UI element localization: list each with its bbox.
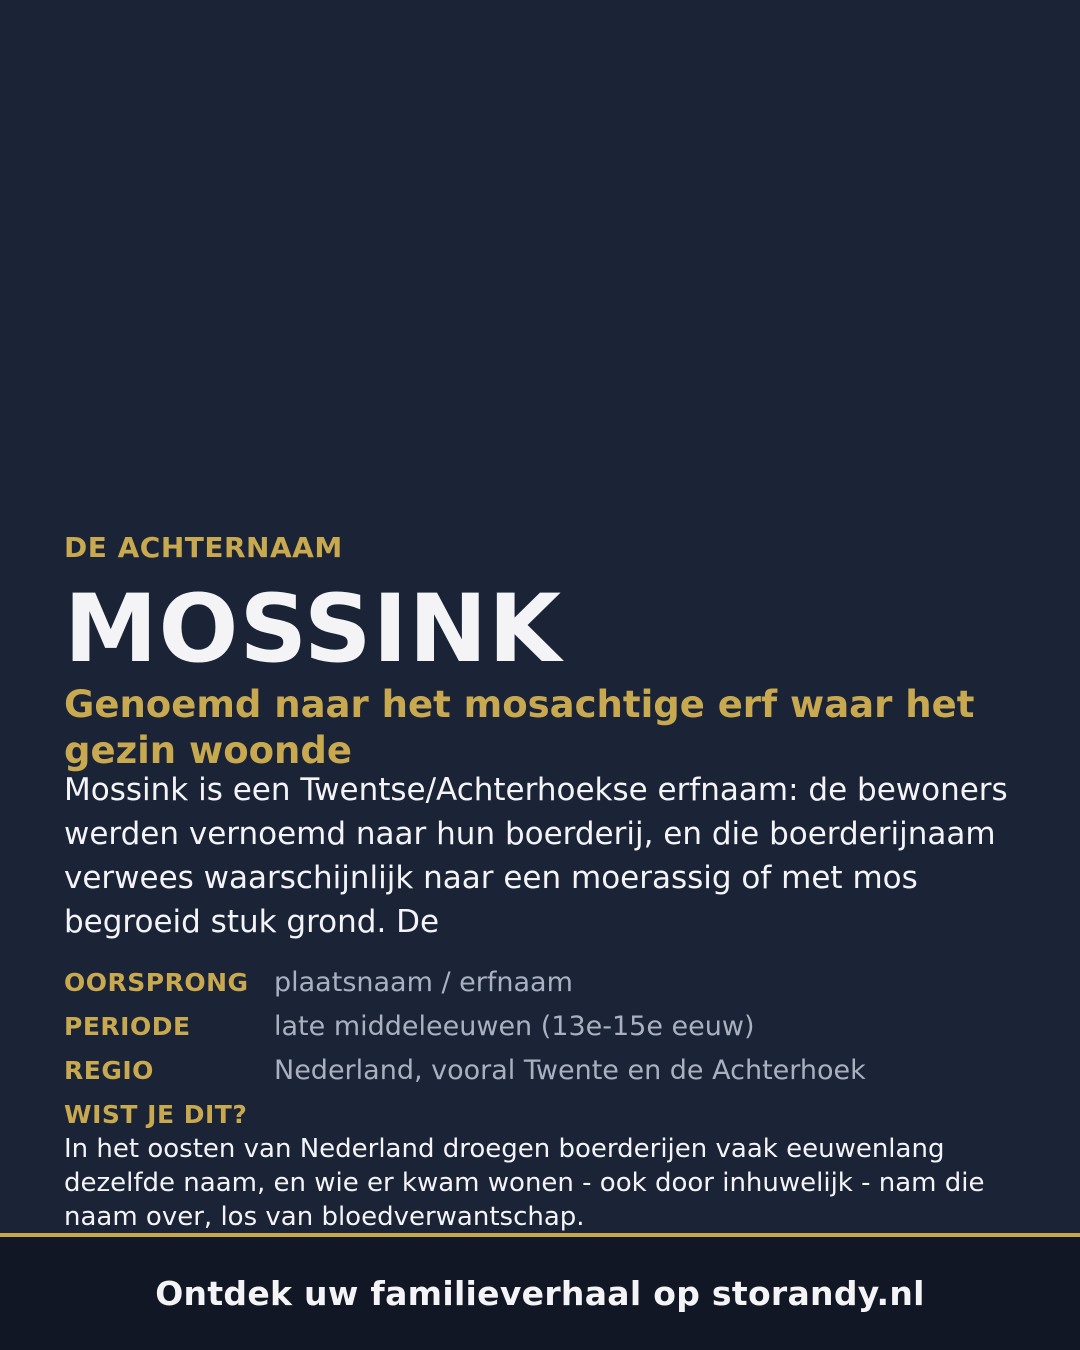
did-you-know-label: WIST JE DIT?: [64, 1100, 248, 1129]
surname-subtitle: Genoemd naar het mosachtige erf waar het gezin woonde: [64, 683, 975, 772]
surname-description: Mossink is een Twentse/Achterhoekse erfnaam: de bewoners werden vernoemd naar hun boerderij, en die boerderijnaam verwees waarschijnlijk naar een moerassig of met mos begroeid stuk grond. De: [64, 772, 1008, 940]
fact-value: Nederland, vooral Twente en de Achterhoek: [274, 1054, 866, 1086]
footer-cta-link[interactable]: Ontdek uw familieverhaal op storandy.nl: [155, 1274, 925, 1313]
fact-value: plaatsnaam / erfnaam: [274, 966, 573, 998]
facts-list: [64, 960, 1024, 1092]
fact-label: OORSPRONG: [64, 967, 249, 997]
footer-bar: [0, 1237, 1080, 1350]
surname-title: MOSSINK: [64, 575, 563, 684]
fact-row-origin: [64, 960, 1024, 1004]
fact-value: late middeleeuwen (13e-15e eeuw): [274, 1010, 755, 1042]
did-you-know-text: In het oosten van Nederland droegen boerderijen vaak eeuwenlang dezelfde naam, en wie er kwam wonen - ook door inhuwelijk - nam die naam over, los van bloedverwantschap.: [64, 1134, 985, 1232]
eyebrow-label: DE ACHTERNAAM: [64, 531, 343, 564]
fact-label: REGIO: [64, 1055, 154, 1085]
fact-row-region: [64, 1048, 1024, 1092]
fact-row-period: [64, 1004, 1024, 1048]
fact-label: PERIODE: [64, 1011, 191, 1041]
